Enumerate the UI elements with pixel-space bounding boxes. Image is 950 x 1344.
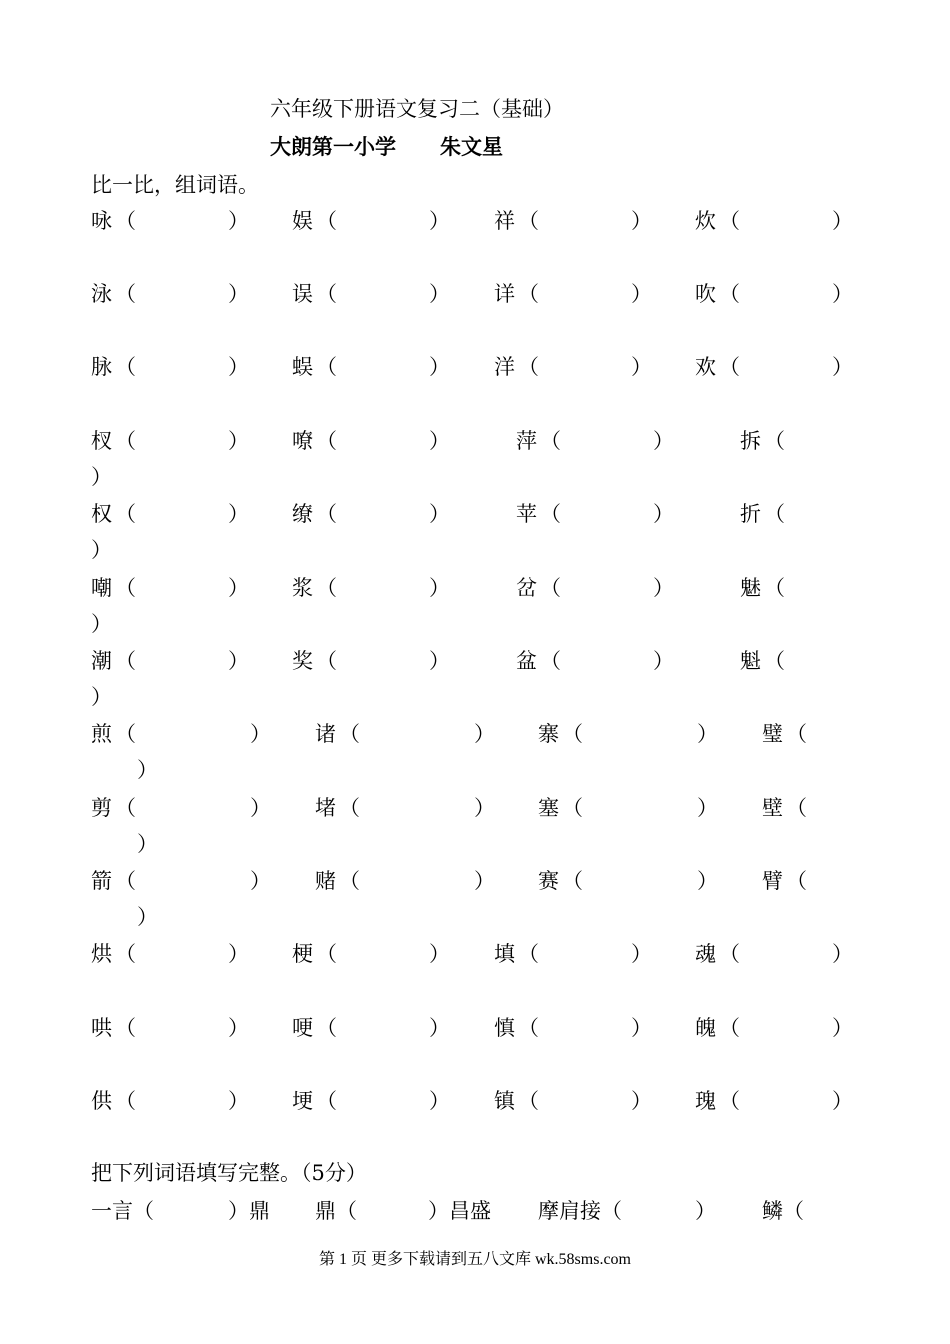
right-paren: ） bbox=[429, 649, 450, 673]
left-paren: （ bbox=[518, 355, 539, 379]
word-entry bbox=[516, 572, 674, 602]
character: 拆 bbox=[740, 429, 761, 453]
left-paren: （ bbox=[115, 1089, 136, 1113]
word-entry bbox=[91, 278, 249, 308]
right-paren: ） bbox=[228, 1089, 249, 1113]
right-paren: ） bbox=[631, 942, 652, 966]
right-paren: ） bbox=[631, 1089, 652, 1113]
character: 填 bbox=[494, 942, 515, 966]
character: 瑰 bbox=[695, 1089, 716, 1113]
right-paren: ） bbox=[697, 722, 718, 746]
left-paren: （ bbox=[764, 576, 785, 600]
left-paren: （ bbox=[719, 942, 740, 966]
left-paren: （ bbox=[115, 209, 136, 233]
word-entry bbox=[494, 351, 652, 381]
left-paren: （ bbox=[764, 649, 785, 673]
right-paren: ） bbox=[653, 429, 674, 453]
character: 缭 bbox=[292, 502, 313, 526]
right-paren: ） bbox=[832, 942, 853, 966]
word-entry bbox=[91, 351, 249, 381]
word-entry bbox=[292, 498, 450, 528]
word-entry bbox=[494, 1012, 652, 1042]
character: 炊 bbox=[695, 209, 716, 233]
left-paren: （ bbox=[518, 942, 539, 966]
word-entry bbox=[762, 865, 807, 895]
word-entry bbox=[91, 718, 271, 748]
character: 泳 bbox=[91, 282, 112, 306]
word-entry bbox=[740, 425, 785, 455]
word-entry bbox=[538, 865, 718, 895]
word-entry bbox=[91, 498, 249, 528]
left-paren: （ bbox=[562, 869, 583, 893]
character: 堵 bbox=[315, 796, 336, 820]
left-paren: （ bbox=[316, 1089, 337, 1113]
right-paren: ） bbox=[474, 869, 495, 893]
right-paren: ） bbox=[429, 1016, 450, 1040]
left-paren: （ bbox=[540, 576, 561, 600]
character: 盆 bbox=[516, 649, 537, 673]
right-paren: ） bbox=[429, 502, 450, 526]
right-paren: ） bbox=[631, 1016, 652, 1040]
left-paren: （ bbox=[764, 502, 785, 526]
idiom-3-end: ） bbox=[695, 1199, 716, 1223]
left-paren: （ bbox=[562, 796, 583, 820]
character: 洋 bbox=[494, 355, 515, 379]
character: 萍 bbox=[516, 429, 537, 453]
word-entry bbox=[538, 718, 718, 748]
left-paren: （ bbox=[562, 722, 583, 746]
word-entry bbox=[740, 572, 785, 602]
character: 误 bbox=[292, 282, 313, 306]
word-entry bbox=[740, 645, 785, 675]
section-heading-idioms: 把下列词语填写完整。（5分） bbox=[91, 1161, 367, 1185]
right-paren: ） bbox=[228, 282, 249, 306]
word-entry bbox=[695, 938, 853, 968]
right-paren: ） bbox=[250, 722, 271, 746]
character: 详 bbox=[494, 282, 515, 306]
word-entry bbox=[695, 351, 853, 381]
left-paren: （ bbox=[115, 722, 136, 746]
right-paren: ） bbox=[429, 209, 450, 233]
character: 烘 bbox=[91, 942, 112, 966]
right-paren: ） bbox=[429, 576, 450, 600]
word-entry bbox=[516, 645, 674, 675]
wrapped-right-paren: ） bbox=[91, 538, 112, 562]
right-paren: ） bbox=[474, 796, 495, 820]
character: 蜈 bbox=[292, 355, 313, 379]
idiom-1-start: 一言（ bbox=[91, 1199, 154, 1223]
right-paren: ） bbox=[653, 576, 674, 600]
page-subtitle bbox=[270, 131, 503, 161]
right-paren: ） bbox=[429, 355, 450, 379]
character: 赌 bbox=[315, 869, 336, 893]
right-paren: ） bbox=[697, 796, 718, 820]
character: 镇 bbox=[494, 1089, 515, 1113]
word-entry bbox=[695, 1085, 853, 1115]
word-entry bbox=[91, 425, 249, 455]
right-paren: ） bbox=[653, 502, 674, 526]
right-paren: ） bbox=[228, 576, 249, 600]
idiom-2-start: 鼎（ bbox=[315, 1199, 357, 1223]
character: 娱 bbox=[292, 209, 313, 233]
character: 箭 bbox=[91, 869, 112, 893]
left-paren: （ bbox=[115, 942, 136, 966]
character: 嘹 bbox=[292, 429, 313, 453]
left-paren: （ bbox=[316, 1016, 337, 1040]
left-paren: （ bbox=[115, 796, 136, 820]
page-title: 六年级下册语文复习二（基础） bbox=[270, 97, 564, 121]
character: 权 bbox=[91, 502, 112, 526]
left-paren: （ bbox=[719, 355, 740, 379]
character: 咏 bbox=[91, 209, 112, 233]
character: 璧 bbox=[762, 722, 783, 746]
wrapped-right-paren: ） bbox=[91, 612, 112, 636]
right-paren: ） bbox=[429, 942, 450, 966]
left-paren: （ bbox=[339, 722, 360, 746]
word-entry bbox=[292, 938, 450, 968]
character: 魁 bbox=[740, 649, 761, 673]
character: 岔 bbox=[516, 576, 537, 600]
character: 寨 bbox=[538, 722, 559, 746]
character: 慎 bbox=[494, 1016, 515, 1040]
left-paren: （ bbox=[115, 429, 136, 453]
idiom-3-start: 摩肩接（ bbox=[538, 1199, 622, 1223]
character: 脉 bbox=[91, 355, 112, 379]
word-entry bbox=[292, 1012, 450, 1042]
character: 魅 bbox=[740, 576, 761, 600]
left-paren: （ bbox=[786, 796, 807, 820]
word-entry bbox=[695, 1012, 853, 1042]
left-paren: （ bbox=[316, 355, 337, 379]
character: 哄 bbox=[91, 1016, 112, 1040]
character: 赛 bbox=[538, 869, 559, 893]
character: 魄 bbox=[695, 1016, 716, 1040]
right-paren: ） bbox=[429, 1089, 450, 1113]
word-entry bbox=[315, 718, 495, 748]
word-entry bbox=[292, 645, 450, 675]
wrapped-right-paren: ） bbox=[91, 465, 112, 489]
word-entry bbox=[292, 1085, 450, 1115]
right-paren: ） bbox=[228, 429, 249, 453]
left-paren: （ bbox=[786, 869, 807, 893]
left-paren: （ bbox=[518, 282, 539, 306]
character: 臂 bbox=[762, 869, 783, 893]
word-entry bbox=[91, 572, 249, 602]
wrapped-right-paren: ） bbox=[91, 685, 112, 709]
left-paren: （ bbox=[115, 282, 136, 306]
left-paren: （ bbox=[719, 282, 740, 306]
wrapped-right-paren: ） bbox=[137, 832, 158, 856]
word-entry bbox=[292, 278, 450, 308]
word-entry bbox=[740, 498, 785, 528]
wrapped-right-paren: ） bbox=[137, 758, 158, 782]
word-entry bbox=[292, 572, 450, 602]
right-paren: ） bbox=[228, 502, 249, 526]
right-paren: ） bbox=[228, 942, 249, 966]
character: 欢 bbox=[695, 355, 716, 379]
right-paren: ） bbox=[250, 796, 271, 820]
left-paren: （ bbox=[115, 649, 136, 673]
character: 杈 bbox=[91, 429, 112, 453]
right-paren: ） bbox=[429, 282, 450, 306]
character: 塞 bbox=[538, 796, 559, 820]
word-entry bbox=[91, 645, 249, 675]
character: 祥 bbox=[494, 209, 515, 233]
left-paren: （ bbox=[719, 1016, 740, 1040]
character: 吹 bbox=[695, 282, 716, 306]
left-paren: （ bbox=[540, 649, 561, 673]
right-paren: ） bbox=[697, 869, 718, 893]
right-paren: ） bbox=[653, 649, 674, 673]
right-paren: ） bbox=[832, 355, 853, 379]
wrapped-right-paren: ） bbox=[137, 905, 158, 929]
word-entry bbox=[292, 351, 450, 381]
left-paren: （ bbox=[339, 869, 360, 893]
word-entry bbox=[494, 1085, 652, 1115]
right-paren: ） bbox=[228, 649, 249, 673]
word-entry bbox=[494, 938, 652, 968]
character: 折 bbox=[740, 502, 761, 526]
left-paren: （ bbox=[316, 429, 337, 453]
character: 哽 bbox=[292, 1016, 313, 1040]
character: 诸 bbox=[315, 722, 336, 746]
left-paren: （ bbox=[339, 796, 360, 820]
left-paren: （ bbox=[115, 576, 136, 600]
right-paren: ） bbox=[832, 1016, 853, 1040]
character: 供 bbox=[91, 1089, 112, 1113]
left-paren: （ bbox=[540, 429, 561, 453]
right-paren: ） bbox=[474, 722, 495, 746]
word-entry bbox=[494, 278, 652, 308]
character: 埂 bbox=[292, 1089, 313, 1113]
word-entry bbox=[91, 1012, 249, 1042]
section-heading-compare: 比一比，组词语。 bbox=[91, 173, 259, 197]
idiom-2-end: ）昌盛 bbox=[428, 1199, 491, 1223]
right-paren: ） bbox=[228, 355, 249, 379]
left-paren: （ bbox=[316, 942, 337, 966]
word-entry bbox=[762, 792, 807, 822]
right-paren: ） bbox=[228, 209, 249, 233]
left-paren: （ bbox=[115, 502, 136, 526]
left-paren: （ bbox=[316, 502, 337, 526]
word-entry bbox=[516, 425, 674, 455]
character: 梗 bbox=[292, 942, 313, 966]
right-paren: ） bbox=[631, 282, 652, 306]
word-entry bbox=[292, 205, 450, 235]
left-paren: （ bbox=[719, 209, 740, 233]
left-paren: （ bbox=[316, 209, 337, 233]
left-paren: （ bbox=[719, 1089, 740, 1113]
word-entry bbox=[91, 205, 249, 235]
left-paren: （ bbox=[115, 355, 136, 379]
author-name: 朱文星 bbox=[440, 134, 503, 159]
character: 剪 bbox=[91, 796, 112, 820]
character: 浆 bbox=[292, 576, 313, 600]
word-entry bbox=[91, 865, 271, 895]
left-paren: （ bbox=[540, 502, 561, 526]
word-entry bbox=[91, 1085, 249, 1115]
word-entry bbox=[91, 792, 271, 822]
character: 潮 bbox=[91, 649, 112, 673]
idiom-1-end: ）鼎 bbox=[228, 1199, 270, 1223]
left-paren: （ bbox=[518, 1016, 539, 1040]
left-paren: （ bbox=[518, 1089, 539, 1113]
school-name: 大朗第一小学 bbox=[270, 134, 396, 159]
word-entry bbox=[292, 425, 450, 455]
word-entry bbox=[516, 498, 674, 528]
word-entry bbox=[695, 205, 853, 235]
character: 壁 bbox=[762, 796, 783, 820]
right-paren: ） bbox=[631, 209, 652, 233]
right-paren: ） bbox=[250, 869, 271, 893]
right-paren: ） bbox=[832, 209, 853, 233]
character: 苹 bbox=[516, 502, 537, 526]
left-paren: （ bbox=[786, 722, 807, 746]
left-paren: （ bbox=[518, 209, 539, 233]
word-entry bbox=[538, 792, 718, 822]
word-entry bbox=[315, 792, 495, 822]
word-entry bbox=[762, 718, 807, 748]
left-paren: （ bbox=[316, 282, 337, 306]
left-paren: （ bbox=[115, 869, 136, 893]
left-paren: （ bbox=[316, 576, 337, 600]
right-paren: ） bbox=[429, 429, 450, 453]
right-paren: ） bbox=[832, 1089, 853, 1113]
word-entry bbox=[315, 865, 495, 895]
right-paren: ） bbox=[832, 282, 853, 306]
character: 煎 bbox=[91, 722, 112, 746]
left-paren: （ bbox=[764, 429, 785, 453]
character: 魂 bbox=[695, 942, 716, 966]
idiom-4-start: 鳞（ bbox=[762, 1199, 804, 1223]
left-paren: （ bbox=[316, 649, 337, 673]
right-paren: ） bbox=[631, 355, 652, 379]
word-entry bbox=[494, 205, 652, 235]
right-paren: ） bbox=[228, 1016, 249, 1040]
word-entry bbox=[91, 938, 249, 968]
left-paren: （ bbox=[115, 1016, 136, 1040]
word-entry bbox=[695, 278, 853, 308]
page-footer: 第 1 页 更多下载请到五八文库 wk.58sms.com bbox=[318, 1251, 631, 1268]
character: 奖 bbox=[292, 649, 313, 673]
character: 嘲 bbox=[91, 576, 112, 600]
